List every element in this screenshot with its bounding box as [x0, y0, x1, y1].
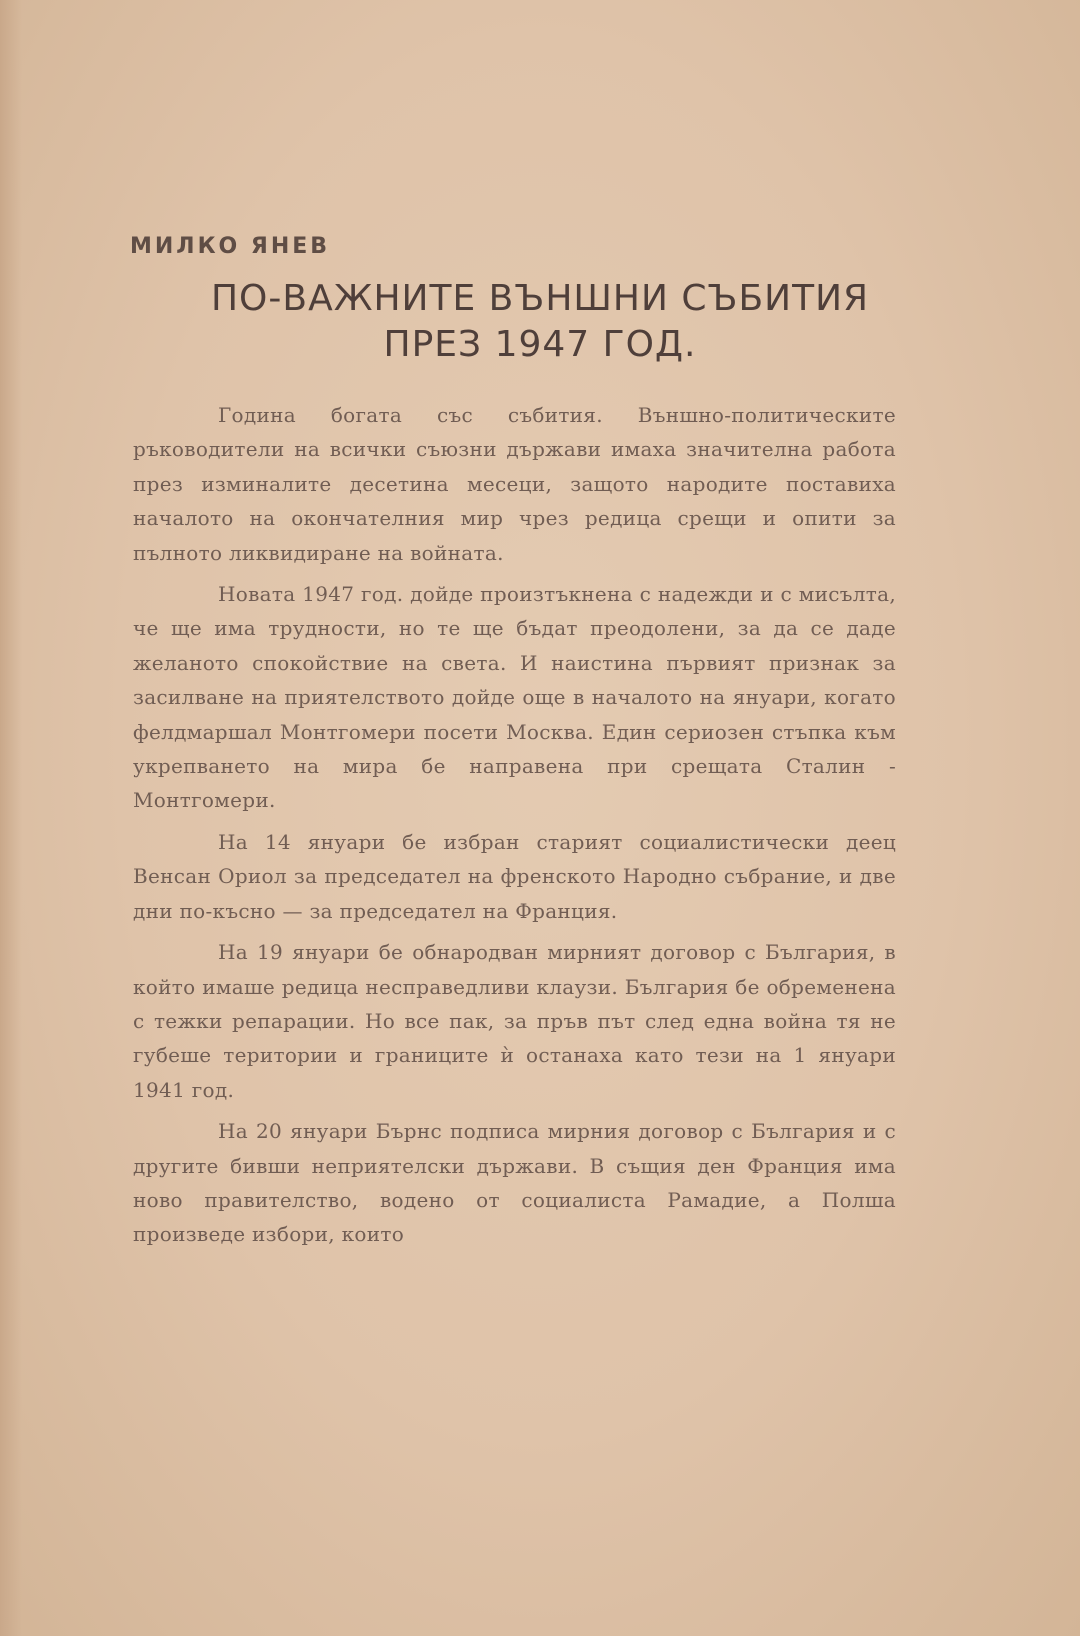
article-title-line-1: ПО-ВАЖНИТЕ ВЪНШНИ СЪБИТИЯ — [210, 278, 870, 319]
paragraph: На 20 януари Бърнс подписа мирния договор с България и с другите бивши неприятелски държави. В същия ден Франция има ново правителство, водено от социалиста Рамадие, а Полша произведе избори, които — [133, 1119, 896, 1247]
paragraph: На 19 януари бе обнародван мирният договор с България, в който имаше редица несправедливи клаузи. България бе обременена с тежки репарации. Но все пак, за пръв път след една война тя не губеше територии и границите ѝ останаха като тези на 1 януари 1941 год. — [133, 940, 896, 1102]
author-name: МИЛКО ЯНЕВ — [130, 234, 331, 259]
article-title-line-2: ПРЕЗ 1947 ГОД. — [383, 324, 697, 365]
paragraph: На 14 януари бе избран старият социалистически деец Венсан Ориол за председател на френското Народно събрание, и две дни по-късно — за председател на Франция. — [133, 829, 896, 923]
paragraph: Година богата със събития. Външно-политическите ръководители на всички съюзни държави имаха значителна работа през изминалите десетина месеци, защото народите поставиха началото на окончателния мир чрез редица срещи и опити за пълното ликвидиране на войната. — [133, 403, 896, 565]
article-body — [133, 398, 896, 1252]
paragraph: Новата 1947 год. дойде произтъкнена с надежди и с мисълта, че ще има трудности, но те ще бъдат преодолени, за да се даде желаното спокойствие на света. И наистина първият признак за засилване на приятелството дойде още в началото на януари, когато фелдмаршал Монтгомери посети Москва. Един сериозен стъпка към укрепването на мира бе направена при срещата Сталин - Монтгомери. — [133, 582, 896, 813]
